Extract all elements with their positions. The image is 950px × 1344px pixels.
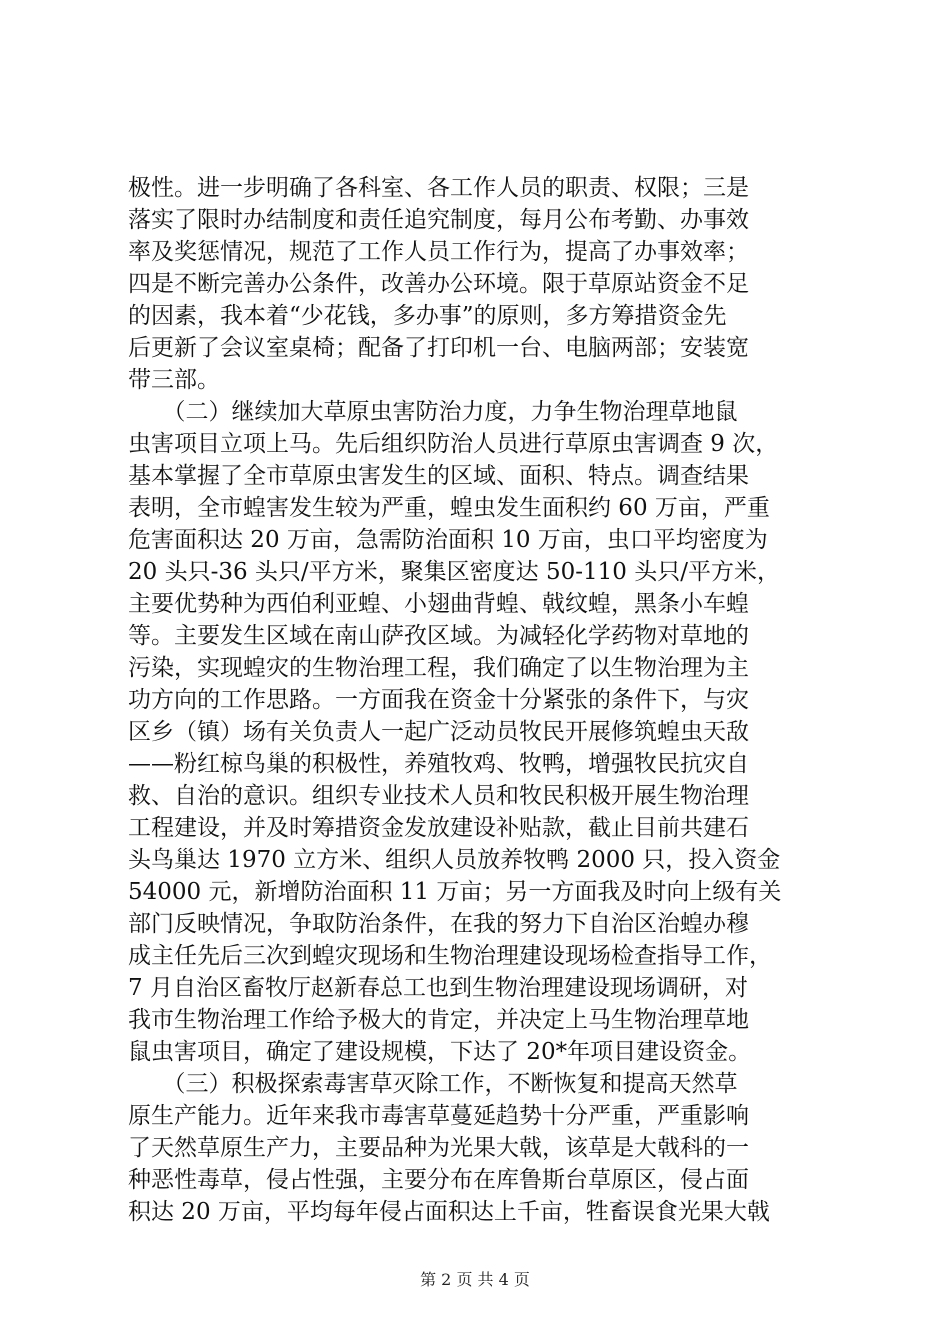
text-line: 污染，实现蝗灾的生物治理工程，我们确定了以生物治理为主 bbox=[128, 655, 749, 681]
text-line: 了天然草原生产力，主要品种为光果大戟，该草是大戟科的一 bbox=[128, 1135, 749, 1161]
text-line: 区乡（镇）场有关负责人一起广泛动员牧民开展修筑蝗虫天敌 bbox=[128, 719, 749, 745]
text-line: 原生产能力。近年来我市毒害草蔓延趋势十分严重，严重影响 bbox=[128, 1103, 749, 1129]
text-line: 7 月自治区畜牧厅赵新春总工也到生物治理建设现场调研，对 bbox=[128, 975, 748, 1001]
text-line: 等。主要发生区域在南山萨孜区域。为减轻化学药物对草地的 bbox=[128, 623, 749, 649]
text-line: 四是不断完善办公条件，改善办公环境。限于草原站资金不足 bbox=[128, 271, 749, 297]
text-line: 鼠虫害项目，确定了建设规模，下达了 20*年项目建设资金。 bbox=[128, 1039, 752, 1065]
text-line: 积达 20 万亩，平均每年侵占面积达上千亩，牲畜误食光果大戟 bbox=[128, 1199, 770, 1225]
body-text bbox=[128, 172, 828, 1228]
text-line: 20 头只-36 头只/平方米，聚集区密度达 50-110 头只/平方米， bbox=[128, 559, 780, 585]
text-line: 成主任先后三次到蝗灾现场和生物治理建设现场检查指导工作， bbox=[128, 943, 772, 969]
text-line: 虫害项目立项上马。先后组织防治人员进行草原虫害调查 9 次， bbox=[128, 431, 779, 457]
text-line: 基本掌握了全市草原虫害发生的区域、面积、特点。调查结果 bbox=[128, 463, 749, 489]
text-line: 的因素，我本着“少花钱，多办事”的原则，多方筹措资金先 bbox=[128, 303, 727, 329]
text-line: 部门反映情况，争取防治条件，在我的努力下自治区治蝗办穆 bbox=[128, 911, 749, 937]
text-line: 54000 元，新增防治面积 11 万亩；另一方面我及时向上级有关 bbox=[128, 879, 782, 905]
text-line: ——粉红椋鸟巢的积极性，养殖牧鸡、牧鸭，增强牧民抗灾自 bbox=[128, 751, 749, 777]
text-line: 头鸟巢达 1970 立方米、组织人员放养牧鸭 2000 只，投入资金 bbox=[128, 847, 781, 873]
page-footer: 第 2 页 共 4 页 bbox=[420, 1270, 530, 1289]
text-line: 落实了限时办结制度和责任追究制度，每月公布考勤、办事效 bbox=[128, 207, 749, 233]
text-line: 我市生物治理工作给予极大的肯定，并决定上马生物治理草地 bbox=[128, 1007, 749, 1033]
text-line: 后更新了会议室桌椅；配备了打印机一台、电脑两部；安装宽 bbox=[128, 335, 749, 361]
text-line: 功方向的工作思路。一方面我在资金十分紧张的条件下，与灾 bbox=[128, 687, 749, 713]
text-line: （二）继续加大草原虫害防治力度，力争生物治理草地鼠 bbox=[128, 399, 738, 425]
text-line: （三）积极探索毒害草灭除工作，不断恢复和提高天然草 bbox=[128, 1071, 738, 1097]
text-line: 带三部。 bbox=[128, 367, 220, 393]
text-line: 种恶性毒草，侵占性强，主要分布在库鲁斯台草原区，侵占面 bbox=[128, 1167, 749, 1193]
text-line: 率及奖惩情况，规范了工作人员工作行为，提高了办事效率； bbox=[128, 239, 749, 265]
text-line: 工程建设，并及时筹措资金发放建设补贴款，截止目前共建石 bbox=[128, 815, 749, 841]
text-line: 主要优势种为西伯利亚蝗、小翅曲背蝗、戟纹蝗，黑条小车蝗 bbox=[128, 591, 749, 617]
text-line: 危害面积达 20 万亩，急需防治面积 10 万亩，虫口平均密度为 bbox=[128, 527, 768, 553]
text-line: 救、自治的意识。组织专业技术人员和牧民积极开展生物治理 bbox=[128, 783, 749, 809]
text-line: 表明，全市蝗害发生较为严重，蝗虫发生面积约 60 万亩，严重 bbox=[128, 495, 770, 521]
text-line: 极性。进一步明确了各科室、各工作人员的职责、权限；三是 bbox=[128, 175, 749, 201]
